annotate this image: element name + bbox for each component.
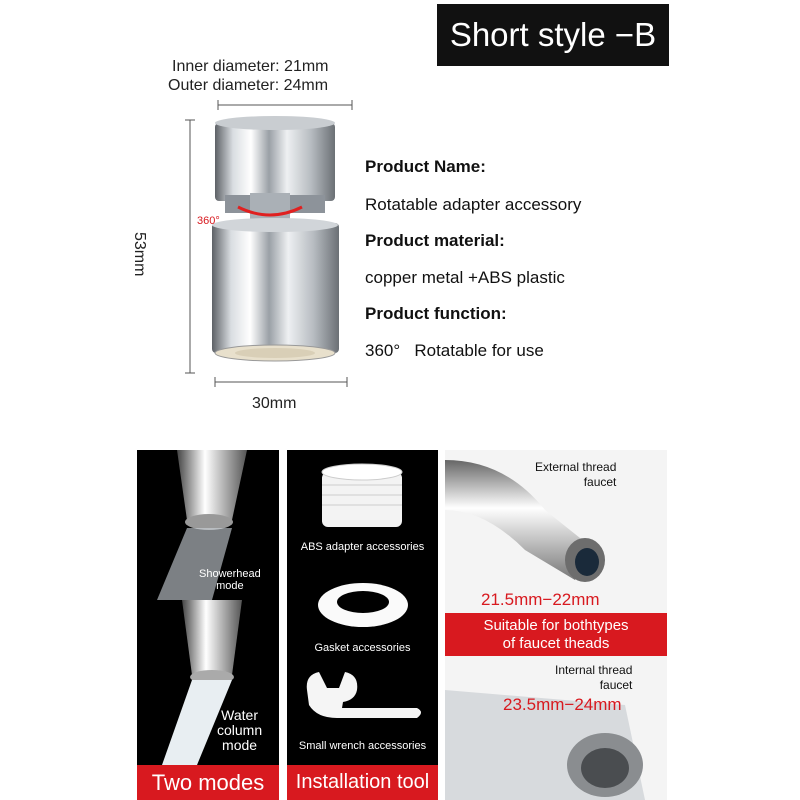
installation-tool-text: Installation tool <box>295 771 430 793</box>
abs-adapter-caption: ABS adapter accessories <box>300 541 425 553</box>
product-function-value: 360° Rotatable for use <box>365 341 544 360</box>
suitable-banner <box>445 613 667 656</box>
product-name-value: Rotatable adapter accessory <box>365 195 582 214</box>
suitable-text: Suitable for bothtypes of faucet theads <box>483 616 629 652</box>
installation-tools-panel <box>287 450 438 765</box>
product-name-label: Product Name: <box>365 157 486 176</box>
inner-diameter-label: Inner diameter: 21mm <box>172 58 329 75</box>
internal-thread-label: Internal thread faucet <box>555 663 633 692</box>
wrench-caption: Small wrench accessories <box>298 740 427 752</box>
external-thread-label: External thread faucet <box>535 460 617 489</box>
width-label: 30mm <box>252 395 297 412</box>
external-thread-measure: 21.5mm−22mm <box>481 590 600 609</box>
water-column-caption: Water column mode <box>217 707 263 753</box>
title-badge <box>437 4 669 66</box>
internal-thread-measure: 23.5mm−24mm <box>503 695 622 714</box>
showerhead-mode-panel <box>137 450 279 600</box>
two-modes-footer <box>137 765 279 800</box>
product-function-label: Product function: <box>365 304 507 323</box>
showerhead-caption: Showerhead mode <box>199 568 261 592</box>
product-material-label: Product material: <box>365 231 505 250</box>
tools-photo <box>287 450 438 765</box>
height-label: 53mm <box>131 232 148 277</box>
faucet-thread-panel <box>445 450 667 800</box>
title-text: Short style −B <box>449 16 657 53</box>
two-modes-text: Two modes <box>151 769 265 795</box>
water-column-panel <box>137 600 279 765</box>
outer-diameter-label: Outer diameter: 24mm <box>168 77 329 94</box>
product-material-value: copper metal +ABS plastic <box>365 268 565 287</box>
adapter-product-image <box>150 95 360 425</box>
rotation-label: 360° <box>197 215 220 227</box>
installation-tool-footer <box>287 765 438 800</box>
gasket-caption: Gasket accessories <box>314 642 411 654</box>
